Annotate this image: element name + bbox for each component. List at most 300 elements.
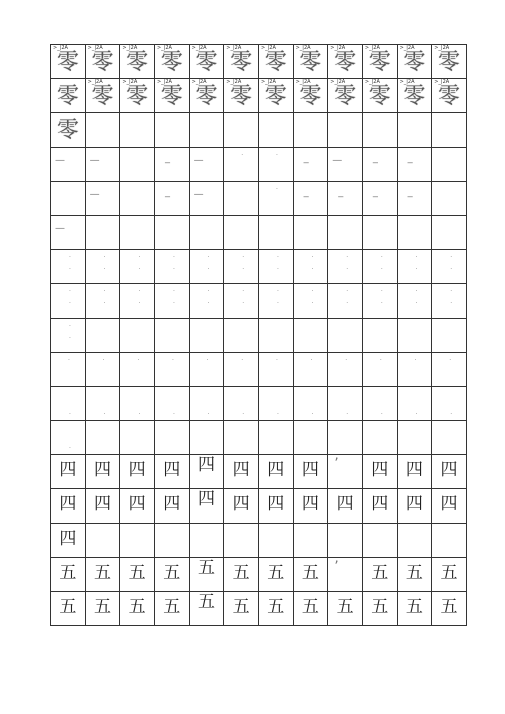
grid-row [51,113,467,147]
stroke-mark: · [69,266,71,274]
stroke-mark: · [380,288,383,296]
grid-cell [189,113,224,147]
grid-cell [120,489,155,523]
stroke-mark: · [379,356,382,364]
practice-character: 零 [334,84,357,110]
stroke-label: >_|2A [295,79,311,86]
grid-cell [120,181,155,215]
grid-cell [258,113,293,147]
practice-character: 五 [128,597,146,617]
practice-character: 五 [301,597,319,617]
grid-cell [397,592,432,626]
grid-cell [432,523,467,557]
stroke-mark: · [346,288,349,296]
grid-cell [224,79,259,113]
grid-cell [328,215,363,249]
grid-cell [362,557,397,591]
grid-cell [85,79,120,113]
grid-cell [154,592,189,626]
grid-cell [51,523,86,557]
stroke-mark: · [138,300,141,308]
stroke-mark: . [138,408,141,416]
grid-cell [397,181,432,215]
stroke-mark: . [346,408,349,416]
grid-cell [328,523,363,557]
stroke-mark: · [103,300,106,308]
stroke-mark: . [207,408,210,416]
stroke-mark: · [207,254,210,262]
stroke-mark: . [380,408,383,416]
stroke-mark: · [311,266,314,274]
practice-character: 四 [59,460,77,481]
stroke-mark: · [138,254,141,262]
grid-cell [328,386,363,420]
grid-cell [397,455,432,489]
practice-character: 四 [93,494,111,515]
stroke-label: >_|2A [399,45,415,51]
stroke-label: >_|2A [364,45,380,51]
grid-row [51,147,467,181]
stroke-mark: · [69,322,71,330]
stroke-mark: — [193,188,204,200]
practice-character: 四 [405,494,423,515]
grid-cell [258,352,293,386]
grid-cell [120,284,155,318]
grid-cell [189,557,224,591]
grid-cell [397,284,432,318]
grid-cell [293,352,328,386]
grid-cell [362,215,397,249]
stroke-mark: . [276,408,279,416]
stroke-label: >_|2A [226,79,242,86]
grid-cell [362,181,397,215]
practice-character: 零 [91,84,114,110]
practice-character: 五 [405,562,423,583]
practice-character: 零 [195,84,218,110]
grid-cell [51,181,86,215]
practice-character: 零 [264,84,287,110]
grid-cell [293,113,328,147]
grid-row [51,318,467,352]
grid-cell [258,215,293,249]
grid-cell [224,523,259,557]
stroke-mark: · [415,300,418,308]
grid-cell [362,523,397,557]
grid-row [51,45,467,79]
grid-row [51,215,467,249]
stroke-mark: · [103,288,106,296]
stroke-mark: · [137,356,140,364]
stroke-label: >_|2A [87,45,103,51]
stroke-mark: . [311,408,314,416]
grid-row [51,284,467,318]
grid-cell [258,250,293,284]
grid-cell [328,592,363,626]
grid-cell [432,455,467,489]
practice-character: 五 [93,562,111,583]
stroke-mark: · [276,266,279,274]
grid-cell [154,421,189,455]
grid-cell [85,318,120,352]
grid-cell [224,352,259,386]
grid-cell [189,318,224,352]
stroke-mark: · [241,151,244,159]
grid-cell [189,523,224,557]
grid-cell [362,592,397,626]
stroke-mark: · [68,356,70,364]
grid-cell [154,79,189,113]
stroke-mark: · [69,288,71,296]
practice-character: 五 [405,597,423,617]
practice-character: 五 [163,597,181,617]
stroke-label: >_|2A [191,45,207,51]
stroke-mark: — [55,222,65,234]
stroke-mark: · [172,266,175,274]
grid-row [51,421,467,455]
stroke-label: >_|2A [87,79,103,86]
grid-cell [328,79,363,113]
stroke-mark: _ [407,152,413,164]
stroke-mark: _ [164,152,170,164]
practice-character: 五 [59,562,77,583]
practice-character: 四 [128,460,146,481]
grid-row [51,557,467,591]
stroke-mark: · [69,334,71,342]
stroke-mark: · [276,300,279,308]
practice-character: 五 [59,597,77,617]
grid-cell [258,79,293,113]
grid-cell [328,557,363,591]
grid-cell [328,250,363,284]
grid-cell [224,455,259,489]
grid-cell [258,455,293,489]
practice-character: 五 [440,562,458,583]
grid-row [51,523,467,557]
practice-character: 五 [128,562,146,583]
grid-cell [154,250,189,284]
grid-cell [258,523,293,557]
stroke-label: >_|2A [295,45,311,51]
stroke-mark: · [102,356,105,364]
grid-cell [120,147,155,181]
grid-cell [224,592,259,626]
practice-character: 四 [301,460,319,481]
grid-cell [362,45,397,79]
grid-cell [432,284,467,318]
grid-cell [432,181,467,215]
stroke-mark: · [311,254,314,262]
grid-cell [293,181,328,215]
grid-cell [328,318,363,352]
grid-cell [258,557,293,591]
grid-cell [258,45,293,79]
stroke-mark: · [346,266,349,274]
practice-character: 五 [267,562,285,583]
practice-character: 四 [405,460,423,481]
grid-cell [328,284,363,318]
grid-cell [51,45,86,79]
stroke-mark: · [415,266,418,274]
grid-cell [154,352,189,386]
grid-cell [362,250,397,284]
stroke-label: >_|2A [156,45,172,51]
grid-cell [362,489,397,523]
grid-cell [85,523,120,557]
practice-character: 四 [371,494,389,515]
stroke-mark: · [415,254,418,262]
grid-cell [154,215,189,249]
practice-character: 四 [301,494,319,515]
stroke-mark: · [242,288,245,296]
stroke-label: >_|2A [330,79,346,86]
practice-character: 零 [160,84,183,110]
practice-character: 五 [336,597,354,617]
grid-cell [362,421,397,455]
stroke-mark: _ [372,186,378,198]
practice-character: 五 [232,597,250,617]
stroke-mark: _ [164,186,170,198]
grid-cell [328,421,363,455]
stroke-mark: · [171,356,174,364]
stroke-mark: — [55,154,65,166]
grid-cell [224,421,259,455]
grid-cell [51,250,86,284]
grid-cell [224,113,259,147]
stroke-mark: · [207,266,210,274]
grid-cell [85,45,120,79]
grid-cell [293,421,328,455]
grid-cell [120,352,155,386]
grid-cell [328,147,363,181]
grid-cell [120,79,155,113]
grid-cell [362,113,397,147]
practice-character: 零 [299,84,322,110]
stroke-mark: — [193,154,204,166]
practice-character: 四 [197,455,215,476]
grid-cell [85,421,120,455]
grid-cell [224,215,259,249]
stroke-mark: · [276,288,279,296]
grid-cell [432,592,467,626]
grid-cell [224,318,259,352]
practice-character: 四 [59,494,77,515]
practice-character: 零 [56,118,79,144]
stroke-mark: · [242,266,245,274]
stroke-mark: · [450,288,453,296]
practice-character: 零 [438,50,461,75]
grid-cell [51,147,86,181]
grid-cell [51,386,86,420]
practice-character: 零 [126,50,149,75]
grid-cell [51,455,86,489]
grid-cell [397,215,432,249]
stroke-label: >_|2A [226,45,242,51]
grid-cell [51,421,86,455]
grid-cell [120,523,155,557]
practice-character: 零 [126,84,149,110]
grid-cell [51,113,86,147]
grid-cell [432,250,467,284]
grid-cell [362,352,397,386]
practice-character: 四 [267,460,285,481]
practice-character: 四 [232,460,250,481]
grid-cell [432,352,467,386]
stroke-mark: · [275,185,278,193]
grid-cell [224,147,259,181]
grid-cell [189,386,224,420]
grid-row [51,250,467,284]
grid-cell [154,489,189,523]
grid-cell [397,352,432,386]
grid-cell [432,489,467,523]
grid-cell [85,352,120,386]
grid-cell [258,421,293,455]
grid-cell [397,489,432,523]
stroke-mark: . [103,408,106,416]
stroke-mark: — [332,154,343,166]
grid-cell [328,45,363,79]
grid-cell [293,489,328,523]
grid-cell [51,215,86,249]
grid-cell [120,215,155,249]
grid-cell [224,284,259,318]
practice-character: 零 [56,50,79,75]
practice-character: 零 [368,50,391,75]
stroke-mark: · [346,300,349,308]
grid-row [51,79,467,113]
grid-cell [120,386,155,420]
practice-character: 零 [56,84,79,110]
grid-cell [189,181,224,215]
stroke-mark: · [207,288,210,296]
grid-cell [120,250,155,284]
stroke-mark: · [311,300,314,308]
practice-character: 五 [301,562,319,583]
practice-character: 零 [91,50,114,75]
grid-row [51,386,467,420]
grid-cell [258,386,293,420]
stroke-label: >_|2A [330,45,346,51]
grid-cell [224,386,259,420]
grid-cell [51,557,86,591]
grid-cell [432,386,467,420]
stroke-label: >_|2A [53,45,68,51]
grid-cell [85,592,120,626]
grid-cell [224,557,259,591]
stroke-mark: — [89,154,100,166]
practice-character: 零 [230,84,253,110]
practice-character: 零 [264,50,287,75]
grid-cell [51,284,86,318]
stroke-mark: · [310,356,313,364]
grid-cell [293,45,328,79]
stroke-label: >_|2A [364,79,380,86]
grid-cell [120,113,155,147]
grid-cell [189,147,224,181]
grid-cell [154,181,189,215]
grid-cell [154,318,189,352]
grid-cell [258,284,293,318]
practice-character: 五 [93,597,111,617]
stroke-mark: · [69,254,71,262]
grid-row [51,489,467,523]
grid-cell [293,318,328,352]
stroke-mark: _ [303,152,309,164]
grid-cell [85,557,120,591]
grid-cell [154,113,189,147]
grid-cell [432,318,467,352]
grid-cell [120,45,155,79]
comma-mark: ’ [334,558,339,575]
grid-cell [328,181,363,215]
stroke-mark: _ [303,186,309,198]
stroke-mark: · [380,300,383,308]
grid-cell [258,147,293,181]
grid-cell [51,352,86,386]
grid-cell [154,557,189,591]
grid-row [51,181,467,215]
practice-character: 四 [267,494,285,515]
stroke-mark: · [172,300,175,308]
grid-cell [328,455,363,489]
stroke-mark: . [242,408,245,416]
practice-character: 零 [403,84,426,110]
stroke-mark: · [415,288,418,296]
stroke-mark: · [414,356,417,364]
grid-cell [397,386,432,420]
grid-cell [189,489,224,523]
grid-cell [189,284,224,318]
practice-character: 四 [163,494,181,515]
grid-cell [154,45,189,79]
grid-cell [154,455,189,489]
grid-table [50,44,467,626]
practice-character: 零 [368,84,391,110]
grid-cell [328,352,363,386]
grid-cell [328,489,363,523]
grid-cell [189,215,224,249]
practice-character: 五 [371,597,389,617]
grid-cell [51,79,86,113]
grid-cell [120,318,155,352]
stroke-mark: · [206,356,209,364]
grid-cell [432,79,467,113]
stroke-mark: · [103,266,106,274]
grid-cell [293,592,328,626]
grid-cell [293,455,328,489]
stroke-mark: · [449,356,452,364]
grid-cell [293,284,328,318]
grid-cell [432,557,467,591]
grid-cell [85,455,120,489]
stroke-mark: · [275,356,278,364]
stroke-label: >_|2A [260,79,276,86]
grid-cell [189,421,224,455]
stroke-mark: · [311,288,314,296]
grid-row [51,455,467,489]
practice-character: 四 [440,460,458,481]
grid-cell [432,147,467,181]
grid-cell [224,45,259,79]
grid-cell [397,318,432,352]
stroke-mark: · [172,254,175,262]
grid-cell [85,215,120,249]
grid-cell [85,489,120,523]
practice-character: 四 [440,494,458,515]
grid-cell [397,147,432,181]
practice-grid [50,44,461,626]
stroke-mark: . [172,408,175,416]
